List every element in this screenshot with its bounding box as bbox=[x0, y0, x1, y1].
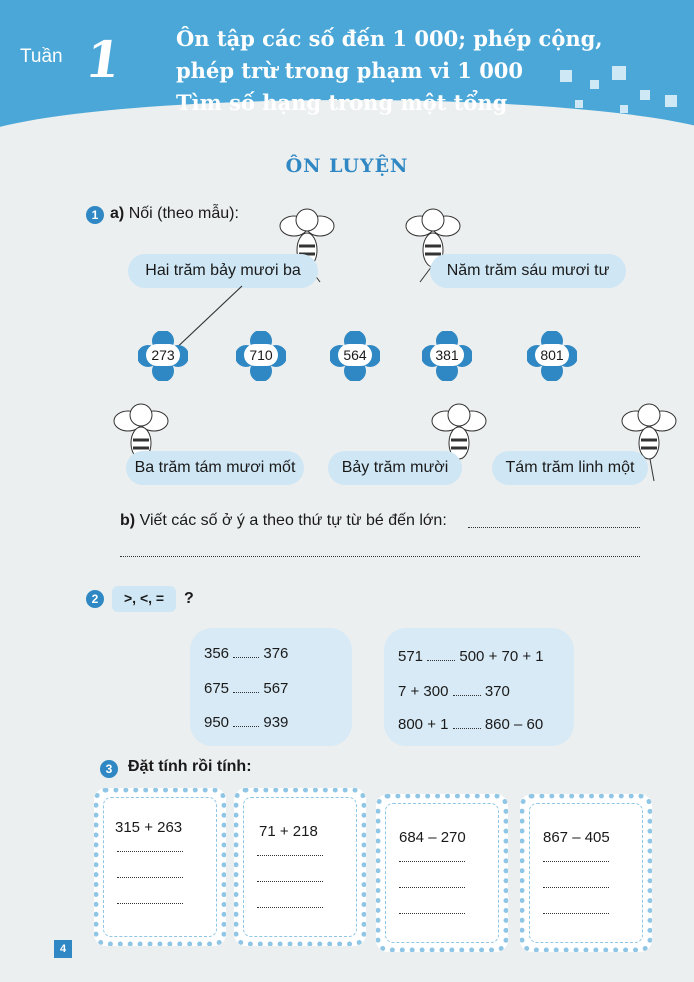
number-flower[interactable] bbox=[138, 331, 188, 381]
exercise-1-badge: 1 bbox=[86, 206, 104, 224]
exercise-1b-instruction bbox=[120, 512, 447, 530]
work-line[interactable] bbox=[399, 887, 465, 888]
work-line[interactable] bbox=[399, 913, 465, 914]
comparison-row bbox=[204, 645, 288, 662]
work-line[interactable] bbox=[117, 903, 183, 904]
work-line[interactable] bbox=[257, 855, 323, 856]
exercise-1a-instruction bbox=[110, 205, 239, 223]
work-line[interactable] bbox=[117, 877, 183, 878]
calculation-card bbox=[234, 788, 366, 946]
week-label: Tuần bbox=[20, 46, 63, 67]
exercise-3-instruction: Đặt tính rồi tính: bbox=[128, 758, 252, 775]
blank[interactable] bbox=[453, 695, 481, 696]
exercise-3-badge: 3 bbox=[100, 760, 118, 778]
exercise-2-badge: 2 bbox=[86, 590, 104, 608]
work-line[interactable] bbox=[257, 881, 323, 882]
lesson-title-line-1: Ôn tập các số đến 1 000; phép cộng, bbox=[176, 26, 603, 51]
calculation-card bbox=[376, 794, 508, 952]
decor-square bbox=[560, 70, 572, 82]
decor-square bbox=[640, 90, 650, 100]
blank[interactable] bbox=[453, 728, 481, 729]
compare-right-value: 939 bbox=[263, 714, 289, 731]
answer-line[interactable] bbox=[468, 527, 640, 528]
decor-square bbox=[590, 80, 599, 89]
number-flower[interactable] bbox=[527, 331, 577, 381]
work-line[interactable] bbox=[543, 887, 609, 888]
phrase-card[interactable]: Tám trăm linh một bbox=[492, 451, 648, 485]
decor-square bbox=[612, 66, 626, 80]
comparison-row bbox=[204, 680, 288, 697]
work-line[interactable] bbox=[543, 913, 609, 914]
number-label: 801 bbox=[535, 344, 569, 366]
compare-right-value: 500 + 70 + 1 bbox=[459, 648, 544, 665]
comparison-row bbox=[398, 683, 510, 700]
work-line[interactable] bbox=[117, 851, 183, 852]
phrase-card[interactable]: Năm trăm sáu mươi tư bbox=[430, 254, 626, 288]
number-flower[interactable] bbox=[422, 331, 472, 381]
compare-left-value: 675 bbox=[204, 680, 230, 697]
comparison-row bbox=[204, 714, 288, 731]
comparison-signs-box bbox=[112, 586, 176, 612]
calculation-problem: 684 – 270 bbox=[399, 829, 466, 846]
compare-left-value: 950 bbox=[204, 714, 230, 731]
number-flower[interactable] bbox=[236, 331, 286, 381]
number-label: 564 bbox=[338, 344, 372, 366]
decor-square bbox=[665, 95, 677, 107]
work-line[interactable] bbox=[543, 861, 609, 862]
compare-left-value: 356 bbox=[204, 645, 230, 662]
lesson-title-line-2: phép trừ trong phạm vi 1 000 bbox=[176, 58, 524, 83]
section-title: ÔN LUYỆN bbox=[285, 155, 409, 177]
decor-square bbox=[575, 100, 583, 108]
work-line[interactable] bbox=[399, 861, 465, 862]
compare-right-value: 376 bbox=[263, 645, 289, 662]
blank[interactable] bbox=[427, 660, 455, 661]
compare-left-value: 800 + 1 bbox=[398, 716, 449, 733]
number-flower[interactable] bbox=[330, 331, 380, 381]
calculation-card bbox=[520, 794, 652, 952]
calculation-problem: 867 – 405 bbox=[543, 829, 610, 846]
part-a-letter: a) bbox=[110, 205, 125, 222]
calculation-problem: 71 + 218 bbox=[259, 823, 318, 840]
question-mark: ? bbox=[184, 590, 194, 607]
comparison-row bbox=[398, 648, 544, 665]
compare-right-value: 567 bbox=[263, 680, 289, 697]
blank[interactable] bbox=[233, 692, 259, 693]
phrase-card[interactable]: Ba trăm tám mươi mốt bbox=[126, 451, 304, 485]
work-line[interactable] bbox=[257, 907, 323, 908]
compare-left-value: 7 + 300 bbox=[398, 683, 449, 700]
decor-square bbox=[620, 105, 628, 113]
part-a-text: Nối (theo mẫu): bbox=[128, 205, 239, 222]
blank[interactable] bbox=[233, 657, 259, 658]
comparison-signs: >, <, = bbox=[124, 590, 165, 606]
number-label: 381 bbox=[430, 344, 464, 366]
week-number: 1 bbox=[81, 30, 125, 89]
phrase-card[interactable]: Hai trăm bảy mươi ba bbox=[128, 254, 318, 288]
number-label: 710 bbox=[244, 344, 278, 366]
calculation-problem: 315 + 263 bbox=[115, 819, 183, 836]
calculation-card bbox=[94, 788, 226, 946]
lesson-title-line-3: Tìm số hạng trong một tổng bbox=[176, 90, 508, 115]
answer-line[interactable] bbox=[120, 556, 640, 557]
number-label: 273 bbox=[146, 344, 180, 366]
part-b-text: Viết các số ở ý a theo thứ tự từ bé đến lớn: bbox=[139, 512, 447, 529]
compare-right-value: 860 – 60 bbox=[484, 716, 544, 733]
compare-right-value: 370 bbox=[484, 683, 510, 700]
page-number: 4 bbox=[54, 940, 72, 958]
comparison-row bbox=[398, 716, 543, 733]
phrase-card[interactable]: Bảy trăm mười bbox=[328, 451, 462, 485]
part-b-letter: b) bbox=[120, 512, 136, 529]
compare-left-value: 571 bbox=[398, 648, 424, 665]
blank[interactable] bbox=[233, 726, 259, 727]
